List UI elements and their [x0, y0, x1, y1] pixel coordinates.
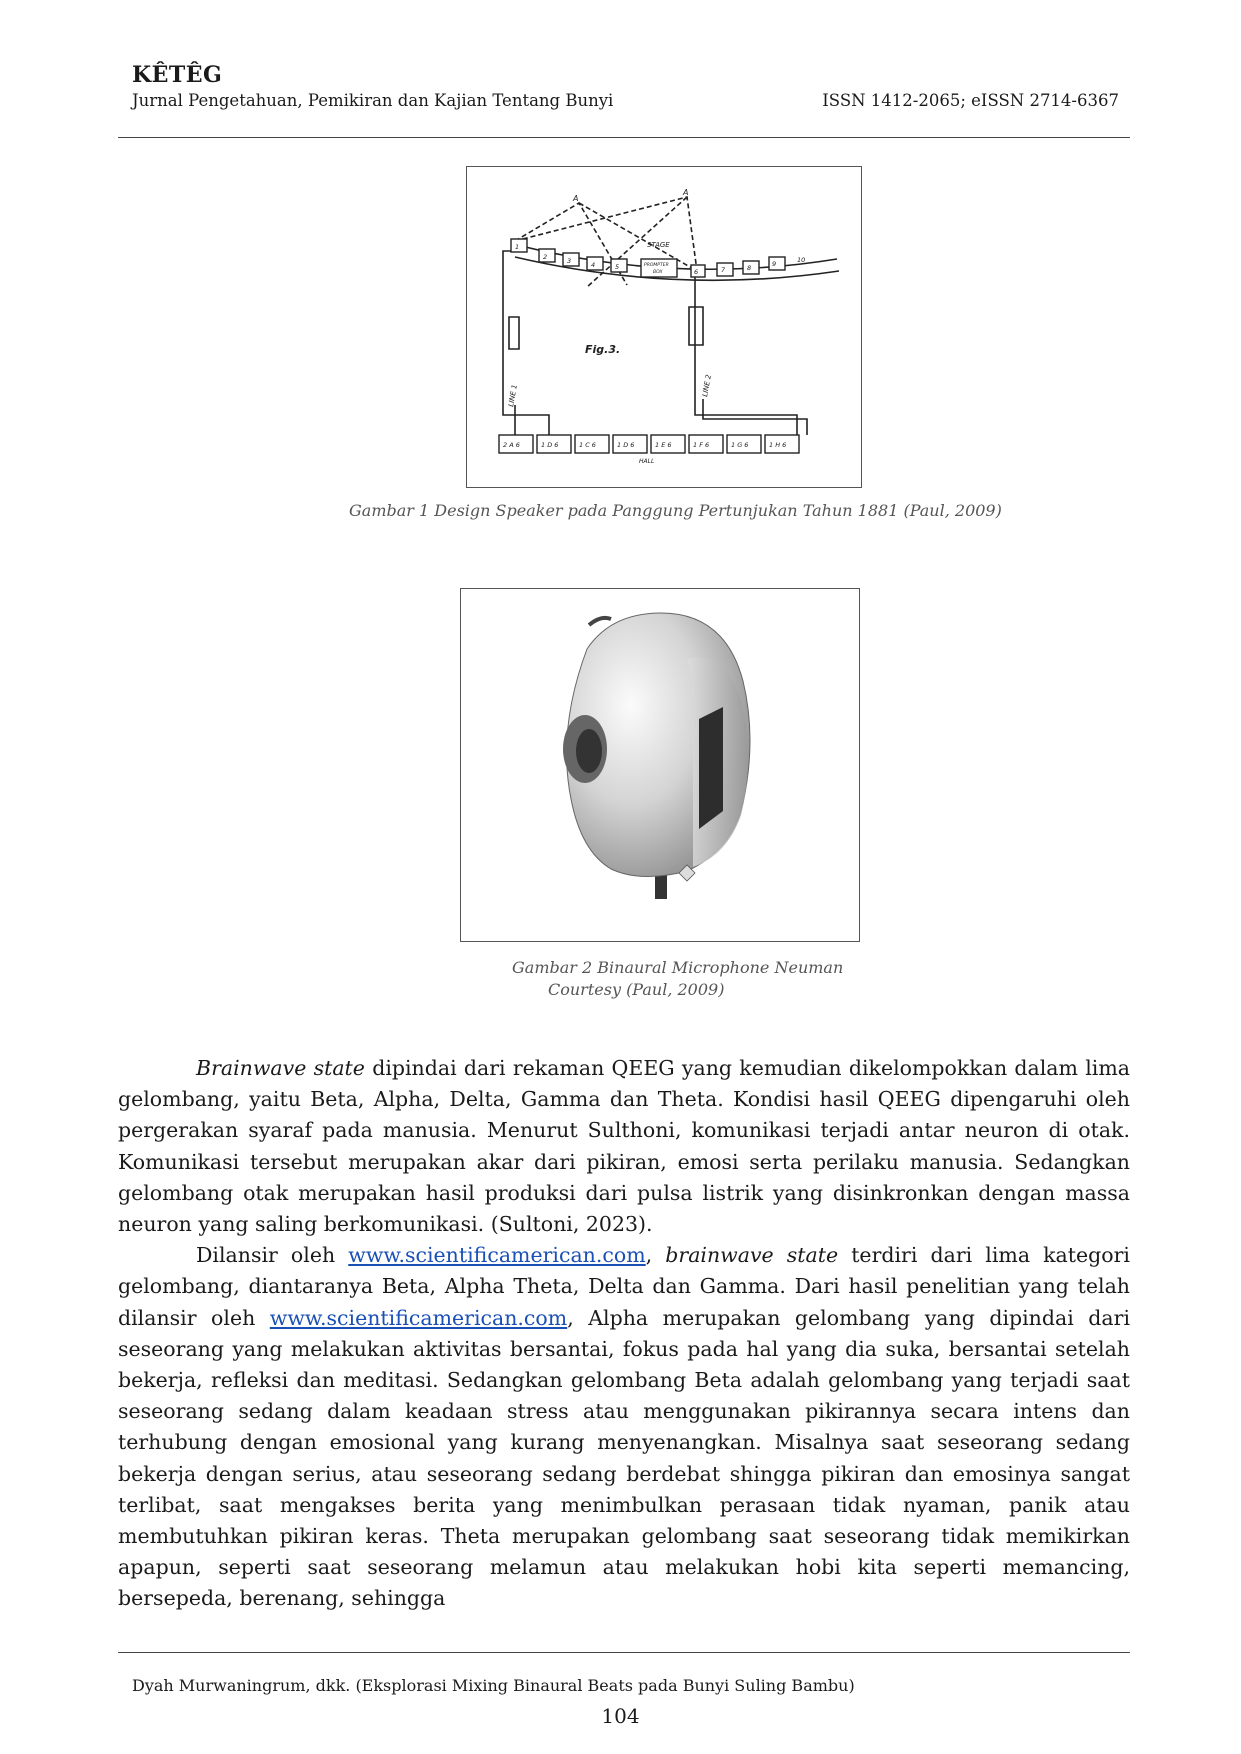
paragraph-1-text: dipindai dari rekaman QEEG yang kemudian dikelompokkan dalam lima gelombang, yaitu Beta, Alpha, Delta, Gamma dan Theta. Kondisi hasil QEEG dipengaruhi oleh pergerakan syaraf pada manusia. Menurut Sulthoni, komunikasi terjadi antar neuron di otak. Komunikasi tersebut merupakan akar dari pikiran, emosi serta perilaku manusia. Sedangkan gelombang otak merupakan hasil produksi dari pulsa listrik yang disinkronkan dengan massa neuron yang saling berkomunikasi. (Sultoni, 2023). — [118, 1056, 1130, 1237]
stage-number-8: 8 — [747, 264, 752, 272]
body-text — [118, 1053, 1130, 1615]
figure-2-caption-line2: Courtesy (Paul, 2009) — [548, 980, 725, 999]
label-fig3: Fig.3. — [585, 343, 621, 356]
stage-number-6: 6 — [694, 268, 699, 276]
hall-box-label: 1 F 6 — [693, 441, 710, 449]
stage-diagram-drawing — [467, 167, 861, 487]
stage-number-2: 2 — [543, 253, 548, 261]
figure-1-stage-diagram — [466, 166, 862, 488]
journal-subtitle: Jurnal Pengetahuan, Pemikiran dan Kajian Tentang Bunyi — [132, 91, 614, 110]
label-line1: LINE 1 — [507, 383, 519, 408]
link-scientificamerican-1[interactable]: www.scientificamerican.com — [348, 1243, 646, 1268]
paragraph-2-mid: terdiri dari lima kategori gelombang, diantaranya Beta, Alpha Theta, Delta dan Gamma. Dari hasil penelitian yang telah dilansir oleh — [118, 1243, 1130, 1330]
paragraph-2-start: Dilansir oleh — [196, 1243, 349, 1268]
figure-2-caption-line1: Gambar 2 Binaural Microphone Neuman — [512, 958, 844, 977]
label-prompter: PROMPTER — [644, 263, 669, 268]
paragraph-2-end: , Alpha merupakan gelombang yang dipindai dari seseorang yang melakukan aktivitas bersantai, fokus pada hal yang dia suka, bersantai setelah bekerja, refleksi dan meditasi. Sedangkan gelombang Beta adalah gelombang yang terjadi saat seseorang sedang dalam keadaan stress atau menggunakan pikirannya secara intens dan terhubung dengan emosional yang kurang menyenangkan. Misalnya saat seseorang sedang bekerja dengan serius, atau seseorang sedang berdebat shingga pikiran dan emosinya sangat terlibat, saat mengakses berita yang menimbulkan perasaan tidak nyaman, panik atau membutuhkan pikiran keras. Theta merupakan gelombang saat seseorang tidak memikirkan apapun, seperti saat seseorang melamun atau melakukan hobi kita seperti memancing, bersepeda, berenang, sehingga — [118, 1305, 1130, 1611]
footer-rule — [118, 1652, 1130, 1653]
hall-box-label: 1 D 6 — [541, 441, 559, 449]
stage-number-4: 4 — [591, 261, 596, 269]
paragraph-2-comma: , — [645, 1243, 666, 1268]
hall-box-label: 1 G 6 — [731, 441, 749, 449]
label-a-right: A — [683, 188, 689, 197]
label-line2: LINE 2 — [701, 373, 713, 398]
journal-name: KÊTÊG — [132, 62, 223, 88]
header-rule — [118, 137, 1130, 138]
hall-box-label: 1 C 6 — [579, 441, 596, 449]
label-hall: HALL — [639, 458, 655, 465]
hall-box-label: 1 D 6 — [617, 441, 635, 449]
issn-label: ISSN 1412-2065; eISSN 2714-6367 — [822, 91, 1119, 110]
stage-number-10: 10 — [797, 256, 806, 264]
figure-1-caption: Gambar 1 Design Speaker pada Panggung Pertunjukan Tahun 1881 (Paul, 2009) — [349, 501, 1002, 520]
paragraph-1 — [118, 1053, 1130, 1240]
term-brainwave-state: Brainwave state — [196, 1056, 365, 1080]
stage-number-9: 9 — [772, 260, 777, 268]
dummy-head-drawing — [461, 589, 859, 941]
label-box: BOX — [653, 270, 663, 275]
link-scientificamerican-2[interactable]: www.scientificamerican.com — [269, 1305, 568, 1330]
term-brainwave-state-2: brainwave state — [665, 1243, 839, 1268]
stage-number-7: 7 — [721, 266, 726, 274]
paragraph-2 — [118, 1240, 1130, 1614]
stage-number-1: 1 — [515, 243, 520, 251]
footer-citation: Dyah Murwaningrum, dkk. (Eksplorasi Mixing Binaural Beats pada Bunyi Suling Bambu) — [132, 1676, 855, 1695]
hall-box-label: 2 A 6 — [503, 441, 520, 449]
label-a-left: A — [573, 194, 579, 203]
stage-number-3: 3 — [567, 257, 572, 265]
figure-2-dummy-head — [460, 588, 860, 942]
hall-box-label: 1 E 6 — [655, 441, 672, 449]
page-number: 104 — [601, 1704, 640, 1728]
stage-number-5: 5 — [615, 263, 620, 271]
label-stage: STAGE — [647, 241, 670, 249]
hall-box-label: 1 H 6 — [769, 441, 787, 449]
